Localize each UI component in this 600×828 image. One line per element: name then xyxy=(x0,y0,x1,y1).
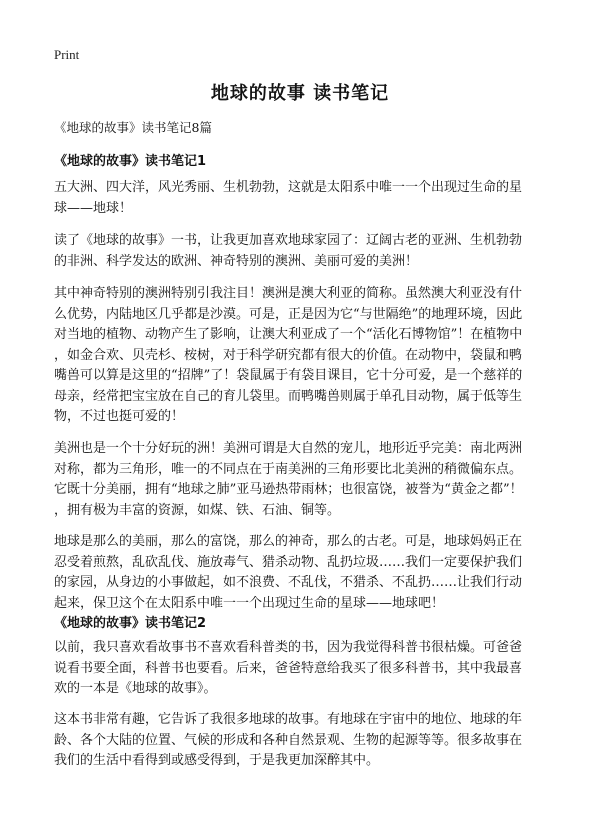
note2-paragraph-1 xyxy=(54,638,550,700)
text-line: 其中神奇特别的澳洲特别引我注目！澳洲是澳大利亚的简称。虽然澳大利亚没有什 xyxy=(54,286,523,301)
text-line: 物，不过也挺可爱的！ xyxy=(54,409,185,424)
text-line: ，如金合欢、贝壳杉、桉树，对于科学研究都有很大的价值。在动物中，袋鼠和鸭 xyxy=(54,347,523,363)
note1-paragraph-5 xyxy=(54,532,550,614)
text-line: 龄、各个大陆的位置、气候的形成和各种自然景观、生物的起源等等。很多故事在 xyxy=(54,732,523,748)
text-line: 美洲也是一个十分好玩的洲！美洲可谓是大自然的宠儿，地形近乎完美：南北两洲 xyxy=(54,441,523,456)
text-line: 嘴兽可以算是这里的“招牌”了！袋鼠属于有袋目课目，它十分可爱，是一个慈祥的 xyxy=(54,368,523,383)
text-line: 对称，都为三角形，唯一的不同点在于南美洲的三角形要比北美洲的稍微偏东点。 xyxy=(54,461,523,477)
note1-heading: 《地球的故事》读书笔记1 xyxy=(54,154,207,169)
text-line: 的家园，从身边的小事做起，如不浪费、不乱伐，不猎杀、不乱扔……让我们行动 xyxy=(54,575,523,590)
note2-heading: 《地球的故事》读书笔记2 xyxy=(54,616,207,631)
text-line: 球——地球！ xyxy=(54,200,133,216)
text-line: 母亲，经常把宝宝放在自己的育儿袋里。而鸭嘴兽则属于单孔目动物，属于低等生 xyxy=(54,388,523,404)
note1-paragraph-4 xyxy=(54,439,550,521)
note1-paragraph-3 xyxy=(54,284,550,428)
text-line: 五大洲、四大洋，风光秀丽、生机勃勃，这就是太阳系中唯一一个出现过生命的星 xyxy=(54,180,523,195)
text-line: 这本书非常有趣，它告诉了我很多地球的故事。有地球在宇宙中的地位、地球的年 xyxy=(54,712,523,727)
text-line: 么优势，内陆地区几乎都是沙漠。可是，正是因为它“与世隔绝”的地理环境，因此 xyxy=(54,306,523,322)
text-line: ，拥有极为丰富的资源，如煤、铁、石油、铜等。 xyxy=(54,502,341,518)
page-title: 地球的故事 读书笔记 xyxy=(210,83,390,104)
text-line: 起来，保卫这个在太阳系中唯一一个出现过生命的星球——地球吧！ xyxy=(54,595,445,611)
text-line: 地球是那么的美丽，那么的富饶，那么的神奇，那么的古老。可是，地球妈妈正在 xyxy=(54,534,523,549)
print-link[interactable]: Print xyxy=(54,47,80,62)
text-line: 读了《地球的故事》一书，让我更加喜欢地球家园了：辽阔古老的亚洲、生机勃勃 xyxy=(54,233,523,248)
note1-paragraph-1 xyxy=(54,178,550,219)
text-line: 以前，我只喜欢看故事书不喜欢看科普类的书，因为我觉得科普书很枯燥。可爸爸 xyxy=(54,640,523,655)
text-line: 对当地的植物、动物产生了影响，让澳大利亚成了一个“活化石博物馆”！在植物中 xyxy=(54,327,523,342)
text-line: 我们的生活中看得到或感受得到，于是我更加深醉其中。 xyxy=(54,753,380,768)
text-line: 忍受着煎熬，乱砍乱伐、施放毒气、猎杀动物、乱扔垃圾……我们一定要保护我们 xyxy=(54,554,523,570)
note1-paragraph-2 xyxy=(54,231,550,272)
subtitle: 《地球的故事》读书笔记8篇 xyxy=(54,120,212,135)
text-line: 欢的一本是《地球的故事》。 xyxy=(54,681,217,696)
note2-paragraph-2 xyxy=(54,710,550,772)
text-line: 说看书要全面，科普书也要看。后来，爸爸特意给我买了很多科普书，其中我最喜 xyxy=(54,660,523,676)
text-line: 它既十分美丽，拥有“地球之肺”亚马逊热带雨林；也很富饶，被誉为“黄金之都”！ xyxy=(54,482,523,497)
text-line: 的非洲、科学发达的欧洲、神奇特别的澳洲、美丽可爱的美洲！ xyxy=(54,253,419,269)
